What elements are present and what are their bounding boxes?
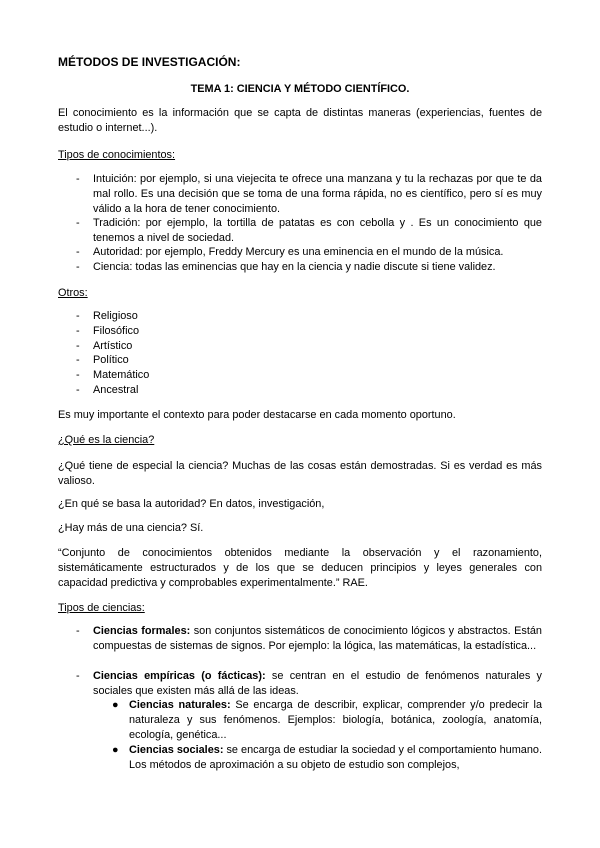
dash-marker: -: [76, 173, 80, 185]
tipos-conocimientos-heading: Tipos de conocimientos:: [58, 149, 176, 161]
list-item: [76, 624, 542, 654]
list-item-text: [129, 743, 542, 773]
section-title: TEMA 1: CIENCIA Y MÉTODO CIENTÍFICO.: [190, 83, 410, 95]
dash-marker: -: [76, 246, 80, 258]
ciencia-paragraph-3: ¿Hay más de una ciencia? Sí.: [58, 522, 204, 534]
list-item: [76, 172, 542, 217]
term-label: Ciencias formales:: [93, 625, 191, 637]
list-item: [112, 743, 542, 773]
term-text: son conjuntos sistemáticos de conocimiento lógicos y abstractos. Están compuestas de sistemas de signos. Por ejemplo: la lógica, las matemáticas, la estadística...: [93, 625, 542, 652]
list-item: [76, 669, 542, 699]
list-item: [76, 260, 542, 275]
dash-marker: -: [76, 325, 80, 337]
list-item-text: Matemático: [93, 369, 150, 381]
list-item: [76, 216, 542, 246]
dash-marker: -: [76, 354, 80, 366]
list-item-text: Autoridad: por ejemplo, Freddy Mercury es una eminencia en el mundo de la música.: [93, 246, 504, 258]
term-text: Se encarga de describir, explicar, comprender y/o predecir la naturaleza y sus fenómenos. Ejemplos: biología, botánica, zoología, anatomía, ecología, genética...: [129, 699, 543, 741]
list-item: [76, 309, 542, 324]
term-label: Ciencias empíricas (o fácticas):: [93, 670, 266, 682]
list-item-text: Ancestral: [93, 384, 139, 396]
dash-marker: -: [76, 340, 80, 352]
list-item-text: Religioso: [93, 310, 138, 322]
intro-paragraph: El conocimiento es la información que se capta de distintas maneras (experiencias, fuentes de estudio o internet...).: [58, 107, 542, 134]
rae-quote: “Conjunto de conocimientos obtenidos mediante la observación y el razonamiento, sistemáticamente estructurados y de los que se deducen principios y leyes generales con capacidad predictiva y comprobables experimentalmente.” RAE.: [58, 547, 542, 589]
list-item: [76, 339, 542, 354]
contexto-paragraph: Es muy importante el contexto para poder destacarse en cada momento oportuno.: [58, 409, 456, 421]
list-item-text: Artístico: [93, 340, 133, 352]
dash-marker: -: [76, 670, 80, 682]
list-item-text: Tradición: por ejemplo, la tortilla de patatas es con cebolla y . Es un conocimiento que tenemos a nivel de sociedad.: [93, 217, 542, 244]
ciencia-paragraph-1: ¿Qué tiene de especial la ciencia? Muchas de las cosas están demostradas. Si es verdad es más valioso.: [58, 460, 542, 487]
bullet-marker: ●: [112, 699, 119, 711]
list-item-text: [129, 698, 542, 743]
list-item-text: Intuición: por ejemplo, si una viejecita te ofrece una manzana y tu la rechazas por que te da mal rollo. Es una decisión que se toma de una forma rápida, no es científico, pero sí es muy válido a la hora de tener conocimiento.: [93, 173, 542, 215]
que-es-ciencia-heading: ¿Qué es la ciencia?: [58, 434, 155, 446]
dash-marker: -: [76, 369, 80, 381]
list-item-text: [93, 669, 542, 699]
list-item-text: Político: [93, 354, 129, 366]
list-item: [76, 324, 542, 339]
dash-marker: -: [76, 310, 80, 322]
list-item: [76, 245, 542, 260]
term-label: Ciencias sociales:: [129, 744, 224, 756]
list-item-text: [93, 624, 542, 654]
bullet-marker: ●: [112, 744, 119, 756]
ciencia-paragraph-2: ¿En qué se basa la autoridad? En datos, investigación,: [58, 498, 325, 510]
otros-heading: Otros:: [58, 287, 88, 299]
list-item-text: Ciencia: todas las eminencias que hay en la ciencia y nadie discute si tiene validez.: [93, 261, 496, 273]
list-item: [76, 353, 542, 368]
dash-marker: -: [76, 384, 80, 396]
list-item: [76, 368, 542, 383]
term-text: se encarga de estudiar la sociedad y el comportamiento humano. Los métodos de aproximación a su objeto de estudio son complejos,: [129, 744, 543, 771]
list-item-text: Filosófico: [93, 325, 139, 337]
tipos-ciencias-heading: Tipos de ciencias:: [58, 602, 145, 614]
dash-marker: -: [76, 217, 80, 229]
term-label: Ciencias naturales:: [129, 699, 231, 711]
document-title: MÉTODOS DE INVESTIGACIÓN:: [58, 55, 241, 69]
dash-marker: -: [76, 625, 80, 637]
term-text: se centran en el estudio de fenómenos naturales y sociales que existen más allá de las ideas.: [93, 670, 543, 697]
dash-marker: -: [76, 261, 80, 273]
list-item: [112, 698, 542, 743]
list-item: [76, 383, 542, 398]
